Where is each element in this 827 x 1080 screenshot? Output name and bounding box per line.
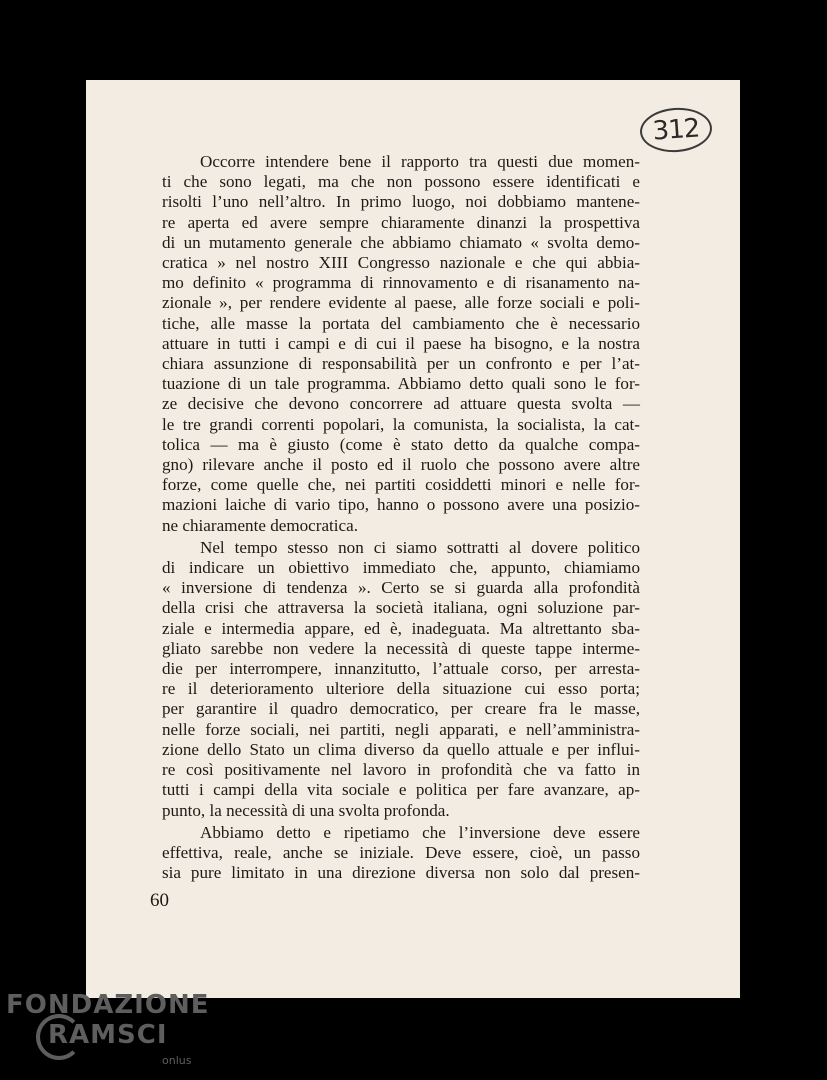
text-line: ze decisive che devono concorrere ad attuare questa svolta —: [162, 394, 640, 414]
watermark-line2: RAMSCI: [48, 1020, 168, 1050]
text-line: ti che sono legati, ma che non possono essere identificati e: [162, 172, 640, 192]
text-line: « inversione di tendenza ». Certo se si guarda alla profondità: [162, 578, 640, 598]
text-line: forze, come quelle che, nei partiti cosiddetti minori e nelle for-: [162, 475, 640, 495]
text-line: Nel tempo stesso non ci siamo sottratti al dovere politico: [200, 537, 640, 557]
text-line: tiche, alle masse la portata del cambiamento che è necessario: [162, 313, 640, 333]
text-line: risolti l’uno nell’altro. In primo luogo, noi dobbiamo mantene-: [162, 192, 640, 212]
text-line: re il deterioramento ulteriore della situazione cui esso porta;: [162, 679, 640, 699]
paragraph: [162, 538, 640, 821]
text-line: tuazione di un tale programma. Abbiamo detto quali sono le for-: [162, 374, 640, 394]
text-line: attuare in tutti i campi e di cui il paese ha bisogno, e la nostra: [162, 333, 640, 353]
text-line: die per interrompere, innanzitutto, l’attuale corso, per arresta-: [162, 659, 640, 679]
text-line: mazioni laiche di vario tipo, hanno o possono avere una posizio-: [162, 495, 640, 515]
text-line: zionale », per rendere evidente al paese, alle forze sociali e poli-: [162, 293, 640, 313]
text-line: nelle forze sociali, nei partiti, negli apparati, e nell’amministra-: [162, 719, 640, 739]
paragraph: [162, 823, 640, 884]
text-line: di indicare un obiettivo immediato che, appunto, chiamiamo: [162, 558, 640, 578]
handwritten-annotation: 312: [639, 106, 714, 155]
text-line: zione dello Stato un clima diverso da quello attuale e per influi-: [162, 739, 640, 759]
text-line: Abbiamo detto e ripetiamo che l’inversione deve essere: [200, 822, 640, 842]
fondazione-gramsci-watermark: [6, 990, 210, 1070]
text-line: sia pure limitato in una direzione diversa non solo dal presen-: [162, 863, 640, 883]
text-line: tolica — ma è giusto (come è stato detto da qualche compa-: [162, 434, 640, 454]
watermark-sub: onlus: [162, 1054, 192, 1067]
text-line: Occorre intendere bene il rapporto tra questi due momen-: [200, 152, 640, 171]
text-line: le tre grandi correnti popolari, la comunista, la socialista, la cat-: [162, 414, 640, 434]
text-line: effettiva, reale, anche se iniziale. Deve essere, cioè, un passo: [162, 842, 640, 862]
text-line: chiara assunzione di responsabilità per un confronto e per l’at-: [162, 354, 640, 374]
text-line: gliato sarebbe non vedere la necessità di queste tappe interme-: [162, 638, 640, 658]
text-line: re così positivamente nel lavoro in profondità che va fatto in: [162, 760, 640, 780]
text-line: ne chiaramente democratica.: [162, 515, 358, 535]
text-line: tutti i campi della vita sociale e politica per fare avanzare, ap-: [162, 780, 640, 800]
text-line: re aperta ed avere sempre chiaramente dinanzi la prospettiva: [162, 212, 640, 232]
page-number: 60: [150, 890, 169, 911]
watermark-line1: FONDAZIONE: [6, 990, 210, 1020]
text-line: cratica » nel nostro XIII Congresso nazionale e che qui abbia-: [162, 253, 640, 273]
paragraph: [162, 152, 640, 536]
text-line: mo definito « programma di rinnovamento e di risanamento na-: [162, 273, 640, 293]
text-line: punto, la necessità di una svolta profonda.: [162, 800, 450, 820]
text-line: per garantire il quadro democratico, per creare fra le masse,: [162, 699, 640, 719]
text-line: ziale e intermedia appare, ed è, inadeguata. Ma altrettanto sba-: [162, 618, 640, 638]
text-line: gno) rilevare anche il posto ed il ruolo che possono avere altre: [162, 455, 640, 475]
text-line: di un mutamento generale che abbiamo chiamato « svolta demo-: [162, 232, 640, 252]
body-text: [162, 152, 640, 885]
text-line: della crisi che attraversa la società italiana, ogni soluzione par-: [162, 598, 640, 618]
